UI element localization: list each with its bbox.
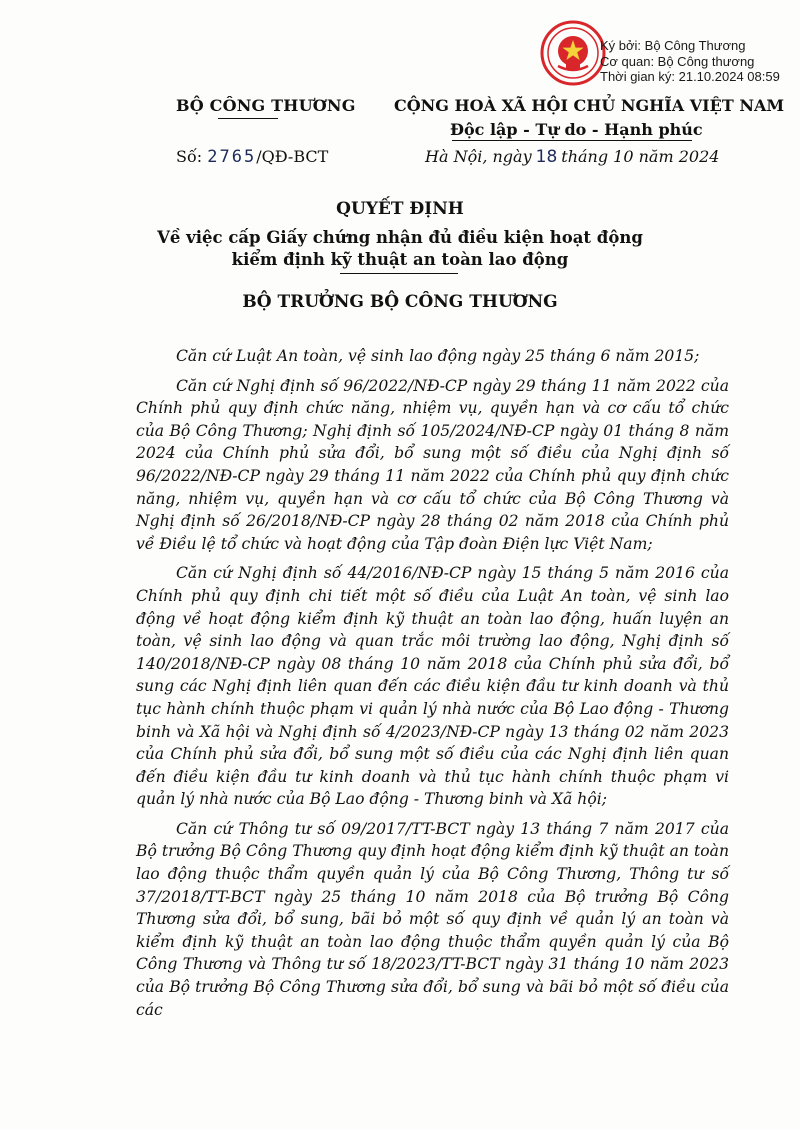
subject-line-2: kiểm định kỹ thuật an toàn lao động — [231, 250, 569, 269]
issuer-name: BỘ CÔNG THƯƠNG — [176, 96, 356, 115]
issuing-authority: BỘ TRƯỞNG BỘ CÔNG THƯƠNG — [242, 292, 558, 312]
subject-underline — [340, 273, 458, 274]
signature-signed-by: Ký bởi: Bộ Công Thương — [600, 38, 746, 53]
doc-number-prefix: Số: — [176, 147, 203, 166]
national-header — [394, 96, 785, 139]
subject-line-1: Về việc cấp Giấy chứng nhận đủ điều kiện hoạt động — [157, 228, 643, 247]
date-before-day: Hà Nội, ngày — [425, 147, 532, 166]
signature-agency: Cơ quan: Bộ Công thương — [600, 53, 755, 69]
legal-basis-paragraph: Căn cứ Luật An toàn, vệ sinh lao động ngày 25 tháng 6 năm 2015; — [176, 347, 700, 365]
issuer-underline — [218, 118, 278, 119]
issuer-header — [176, 96, 356, 115]
document-number — [176, 147, 328, 167]
place-and-date — [425, 147, 719, 167]
date-day-handwritten: 18 — [535, 147, 558, 167]
state-emblem-seal-icon — [540, 20, 606, 86]
doc-number-handwritten: 2765 — [207, 147, 257, 167]
legal-basis-paragraph: Căn cứ Nghị định số 96/2022/NĐ-CP ngày 29 tháng 11 năm 2022 của Chính phủ quy định chức năng, nhiệm vụ, quyền hạn và cơ cấu tổ chức của Bộ Công Thương; Nghị định số 105/2024/NĐ-CP ngày 01 tháng 8 năm 2024 của Chính phủ sửa đổi, bổ sung một số điều của Nghị định số 96/2022/NĐ-CP ngày 29 tháng 11 năm 2022 của Chính phủ quy định chức năng, nhiệm vụ, quyền hạn và cơ cấu tổ chức của Bộ Công Thương và Nghị định số 26/2018/NĐ-CP ngày 28 tháng 02 năm 2018 của Chính phủ về Điều lệ tổ chức và hoạt động của Tập đoàn Điện lực Việt Nam; — [136, 376, 729, 553]
document-type-title: QUYẾT ĐỊNH — [336, 199, 464, 219]
date-after-day: tháng 10 năm 2024 — [561, 147, 720, 166]
digital-signature-block — [600, 38, 780, 85]
nation-name: CỘNG HOÀ XÃ HỘI CHỦ NGHĨA VIỆT NAM — [394, 96, 785, 115]
national-motto: Độc lập - Tự do - Hạnh phúc — [450, 120, 703, 139]
signature-time: Thời gian ký: 21.10.2024 08:59 — [600, 69, 780, 84]
legal-basis-paragraph: Căn cứ Thông tư số 09/2017/TT-BCT ngày 13 tháng 7 năm 2017 của Bộ trưởng Bộ Công Thương quy định hoạt động kiểm định kỹ thuật an toàn lao động thuộc thẩm quyền quản lý của Bộ Công Thương, Thông tư số 37/2018/TT-BCT ngày 25 tháng 10 năm 2018 của Bộ trưởng Bộ Công Thương sửa đổi, bổ sung, bãi bỏ một số quy định về quản lý an toàn và kiểm định kỹ thuật an toàn lao động thuộc thẩm quyền quản lý của Bộ Công Thương và Thông tư số 18/2023/TT-BCT ngày 31 tháng 10 năm 2023 của Bộ trưởng Bộ Công Thương sửa đổi, bổ sung và bãi bỏ một số điều của các — [136, 819, 729, 1019]
legal-basis-paragraph: Căn cứ Nghị định số 44/2016/NĐ-CP ngày 15 tháng 5 năm 2016 của Chính phủ quy định chi tiết một số điều của Luật An toàn, vệ sinh lao động về hoạt động kiểm định kỹ thuật an toàn lao động, huấn luyện an toàn, vệ sinh lao động và quan trắc môi trường lao động, Nghị định số 140/2018/NĐ-CP ngày 08 tháng 10 năm 2018 của Chính phủ sửa đổi, bổ sung các Nghị định liên quan đến các điều kiện đầu tư kinh doanh và thủ tục hành chính thuộc phạm vi quản lý nhà nước của Bộ Lao động - Thương binh và Xã hội và Nghị định số 4/2023/NĐ-CP ngày 13 tháng 02 năm 2023 của Chính phủ sửa đổi, bổ sung một số điều của các Nghị định liên quan đến điều kiện đầu tư kinh doanh và thủ tục hành chính thuộc phạm vi quản lý nhà nước của Bộ Lao động - Thương binh và Xã hội; — [136, 564, 729, 809]
legal-basis-body — [136, 345, 729, 1028]
doc-number-suffix: /QĐ-BCT — [256, 147, 329, 166]
motto-underline — [452, 140, 692, 141]
